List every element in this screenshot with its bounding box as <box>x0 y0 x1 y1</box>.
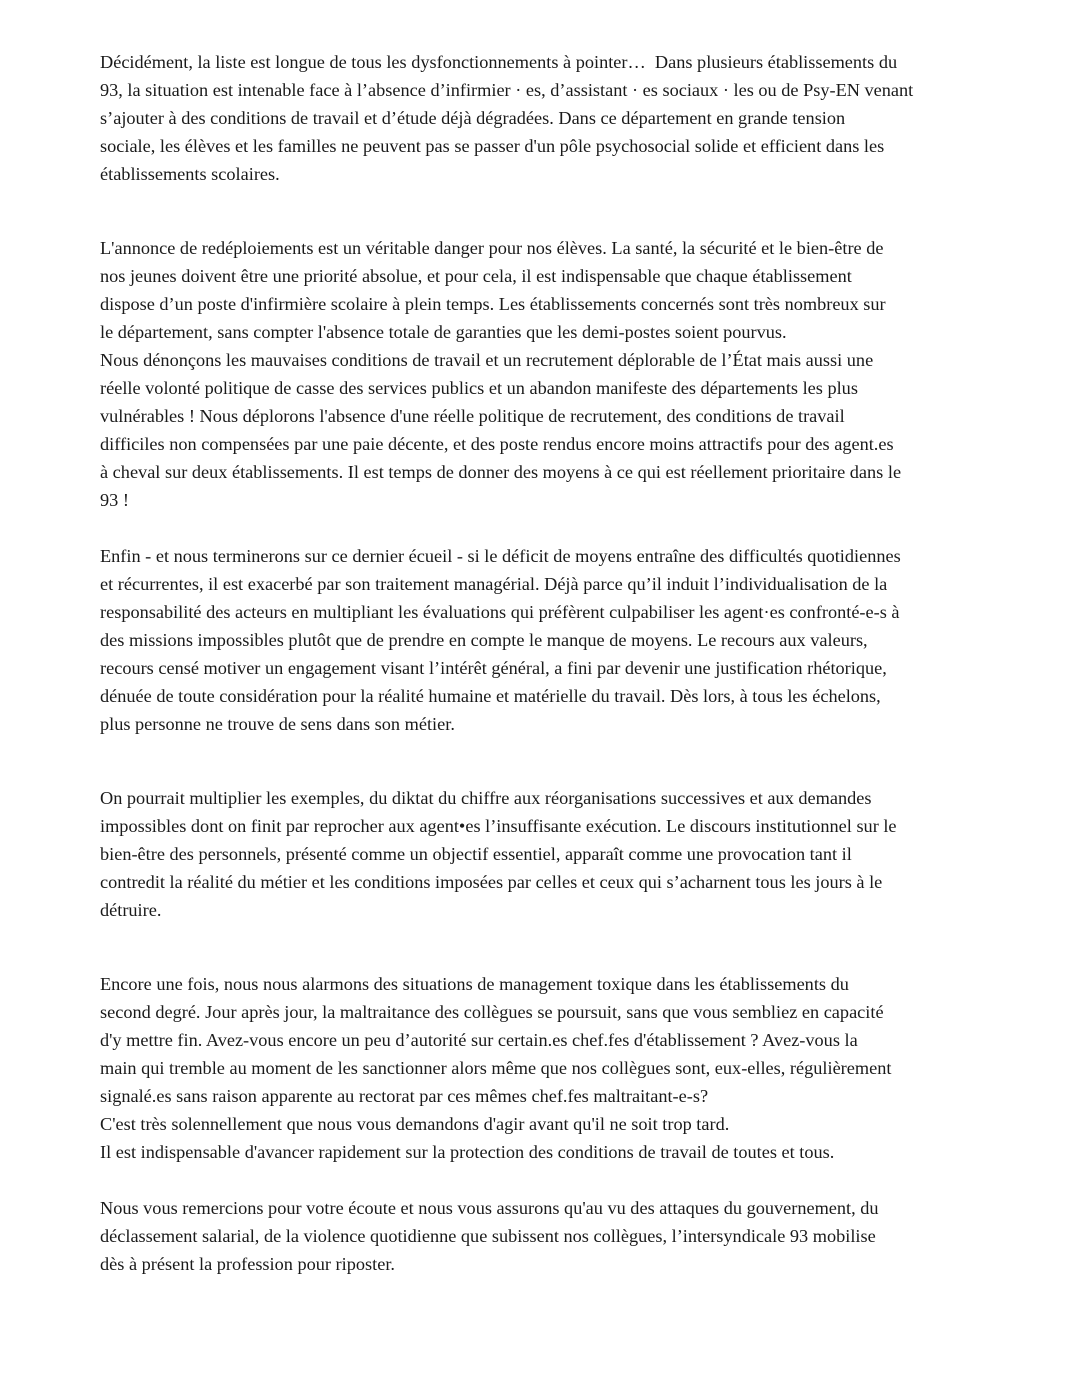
text-line: 93, la situation est intenable face à l’absence d’infirmier · es, d’assistant · es sociaux · les ou de Psy-EN venant <box>100 80 914 100</box>
text-line: dès à présent la profession pour riposter. <box>100 1254 395 1274</box>
paragraph <box>100 234 1040 514</box>
text-line: vulnérables ! Nous déplorons l'absence d'une réelle politique de recrutement, des conditions de travail <box>100 406 845 426</box>
text-line: bien-être des personnels, présenté comme un objectif essentiel, apparaît comme une provocation tant il <box>100 844 852 864</box>
text-line: Nous dénonçons les mauvaises conditions de travail et un recrutement déplorable de l’État mais aussi une <box>100 350 874 370</box>
text-line: responsabilité des acteurs en multipliant les évaluations qui préfèrent culpabiliser les agent·es confronté-e-s à <box>100 602 900 622</box>
text-line: On pourrait multiplier les exemples, du diktat du chiffre aux réorganisations successives et aux demandes <box>100 788 872 808</box>
text-line: impossibles dont on finit par reprocher aux agent•es l’insuffisante exécution. Le discours institutionnel sur le <box>100 816 897 836</box>
text-line: recours censé motiver un engagement visant l’intérêt général, a fini par devenir une justification rhétorique, <box>100 658 887 678</box>
text-line: réelle volonté politique de casse des services publics et un abandon manifeste des départements les plus <box>100 378 858 398</box>
paragraph <box>100 48 1040 188</box>
text-line: s’ajouter à des conditions de travail et d’étude déjà dégradées. Dans ce département en grande tension <box>100 108 846 128</box>
document-body <box>100 48 1040 1278</box>
text-line: d'y mettre fin. Avez-vous encore un peu d’autorité sur certain.es chef.fes d'établissement ? Avez-vous la <box>100 1030 858 1050</box>
text-line: 93 ! <box>100 490 129 510</box>
text-line: Nous vous remercions pour votre écoute et nous vous assurons qu'au vu des attaques du gouvernement, du <box>100 1198 879 1218</box>
paragraph <box>100 970 1040 1166</box>
text-line: C'est très solennellement que nous vous demandons d'agir avant qu'il ne soit trop tard. <box>100 1114 730 1134</box>
paragraph <box>100 1194 1040 1278</box>
text-line: Encore une fois, nous nous alarmons des situations de management toxique dans les établissements du <box>100 974 849 994</box>
text-line: difficiles non compensées par une paie décente, et des poste rendus encore moins attractifs pour des agent.es <box>100 434 894 454</box>
text-line: Enfin - et nous terminerons sur ce dernier écueil - si le déficit de moyens entraîne des difficultés quotidiennes <box>100 546 901 566</box>
text-line: signalé.es sans raison apparente au rectorat par ces mêmes chef.fes maltraitant-e-s? <box>100 1086 709 1106</box>
paragraph <box>100 542 1040 738</box>
text-line: dispose d’un poste d'infirmière scolaire à plein temps. Les établissements concernés sont très nombreux sur <box>100 294 886 314</box>
text-line: sociale, les élèves et les familles ne peuvent pas se passer d'un pôle psychosocial solide et efficient dans les <box>100 136 885 156</box>
text-line: le département, sans compter l'absence totale de garanties que les demi-postes soient pourvus. <box>100 322 787 342</box>
text-line: Il est indispensable d'avancer rapidement sur la protection des conditions de travail de toutes et tous. <box>100 1142 835 1162</box>
text-line: main qui tremble au moment de les sanctionner alors même que nos collègues sont, eux-elles, régulièrement <box>100 1058 892 1078</box>
text-line: des missions impossibles plutôt que de prendre en compte le manque de moyens. Le recours aux valeurs, <box>100 630 868 650</box>
text-line: second degré. Jour après jour, la maltraitance des collègues se poursuit, sans que vous sembliez en capacité <box>100 1002 884 1022</box>
text-line: à cheval sur deux établissements. Il est temps de donner des moyens à ce qui est réellement prioritaire dans le <box>100 462 902 482</box>
text-line: contredit la réalité du métier et les conditions imposées par celles et ceux qui s’acharnent tous les jours à le <box>100 872 883 892</box>
text-line: plus personne ne trouve de sens dans son métier. <box>100 714 455 734</box>
text-line: déclassement salarial, de la violence quotidienne que subissent nos collègues, l’intersyndicale 93 mobilise <box>100 1226 876 1246</box>
text-line: détruire. <box>100 900 162 920</box>
text-line: L'annonce de redéploiements est un véritable danger pour nos élèves. La santé, la sécurité et le bien-être de <box>100 238 884 258</box>
text-line: et récurrentes, il est exacerbé par son traitement managérial. Déjà parce qu’il induit l’individualisation de la <box>100 574 888 594</box>
text-line: nos jeunes doivent être une priorité absolue, et pour cela, il est indispensable que chaque établissement <box>100 266 852 286</box>
paragraph <box>100 784 1040 924</box>
text-line: établissements scolaires. <box>100 164 280 184</box>
text-line: Décidément, la liste est longue de tous les dysfonctionnements à pointer… Dans plusieurs établissements du <box>100 52 898 72</box>
text-line: dénuée de toute considération pour la réalité humaine et matérielle du travail. Dès lors, à tous les échelons, <box>100 686 881 706</box>
